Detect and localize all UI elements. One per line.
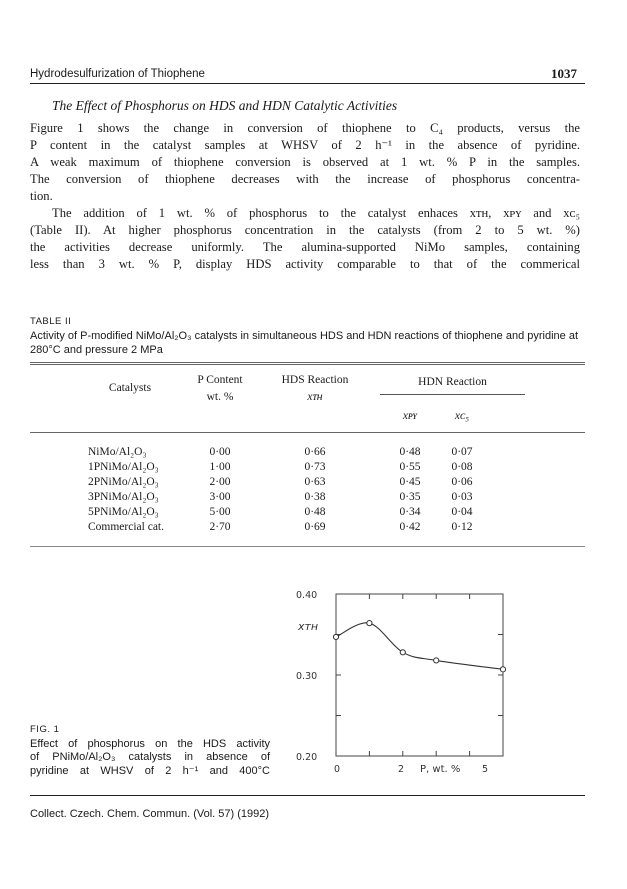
cell-xc5: 0·06 xyxy=(451,476,473,488)
cell-xc5: 0·07 xyxy=(451,446,473,458)
cell-xc5: 0·04 xyxy=(451,506,473,518)
axis-ticks xyxy=(336,594,503,756)
figure-label: FIG. 1 xyxy=(30,724,60,735)
data-point xyxy=(434,658,439,663)
cell-xpy: 0·55 xyxy=(399,461,421,473)
paragraph-line: tion. xyxy=(30,189,53,203)
cell-catalyst: Commercial cat. xyxy=(88,521,164,533)
paragraph-line: A weak maximum of thiophene conversion is observed at 1 wt. % P in the samples. xyxy=(30,155,580,169)
header-hds: HDS Reaction xyxy=(281,374,349,386)
footer-rule xyxy=(30,795,585,796)
cell-catalyst: 1PNiMo/Al₂O₃ xyxy=(88,461,159,473)
data-point xyxy=(400,650,405,655)
series-points xyxy=(333,621,505,672)
y-axis-label: xᴛʜ xyxy=(298,620,319,633)
cell-xth: 0·38 xyxy=(304,491,326,503)
x-tick-label: 2 xyxy=(398,764,405,775)
figure-caption-line: pyridine at WHSV of 2 h⁻¹ and 400°C xyxy=(30,764,270,777)
header-hdn-c5: xᴄ₅ xyxy=(454,410,470,422)
data-point xyxy=(500,667,505,672)
data-point xyxy=(367,621,372,626)
paragraph-line: less than 3 wt. % P, display HDS activity comparable to that of the commerical xyxy=(30,257,580,271)
table-top-rule-double xyxy=(30,364,585,365)
cell-p: 3·00 xyxy=(209,491,231,503)
cell-catalyst: 2PNiMo/Al₂O₃ xyxy=(88,476,159,488)
cell-xth: 0·69 xyxy=(304,521,326,533)
data-point xyxy=(333,634,338,639)
hdn-span-rule xyxy=(380,394,525,395)
cell-xc5: 0·03 xyxy=(451,491,473,503)
header-p-content: P Content xyxy=(197,374,243,386)
cell-xth: 0·63 xyxy=(304,476,326,488)
cell-p: 2·00 xyxy=(209,476,231,488)
y-tick-label: 0.20 xyxy=(296,752,318,763)
paragraph-line: The conversion of thiophene decreases with the increase of phosphorus concentra- xyxy=(30,172,580,186)
figure-1-chart xyxy=(290,580,520,780)
header-hds-var: xᴛʜ xyxy=(307,391,323,403)
cell-p: 2·70 xyxy=(209,521,231,533)
table-top-rule xyxy=(30,362,585,363)
y-tick-label: 0.40 xyxy=(296,590,318,601)
paragraph-line: The addition of 1 wt. % of phosphorus to the catalyst enhaces xᴛʜ, xᴘʏ and xᴄ₅ xyxy=(52,206,580,220)
journal-citation: Collect. Czech. Chem. Commun. (Vol. 57) (1992) xyxy=(30,808,270,820)
paragraph-line: P content in the catalyst samples at WHSV of 2 h⁻¹ in the absence of pyridine. xyxy=(30,138,580,152)
figure-caption-line: Effect of phosphorus on the HDS activity xyxy=(30,738,270,750)
y-tick-label: 0.30 xyxy=(296,671,318,682)
series-line xyxy=(336,623,503,669)
x-tick-label: 5 xyxy=(482,764,489,775)
running-title: Hydrodesulfurization of Thiophene xyxy=(30,68,205,80)
cell-p: 5·00 xyxy=(209,506,231,518)
cell-xpy: 0·48 xyxy=(399,446,421,458)
cell-catalyst: NiMo/Al₂O₃ xyxy=(88,446,147,458)
page-number: 1037 xyxy=(551,66,577,81)
cell-xc5: 0·12 xyxy=(451,521,473,533)
header-hdn: HDN Reaction xyxy=(418,376,487,388)
cell-catalyst: 3PNiMo/Al₂O₃ xyxy=(88,491,159,503)
cell-p: 1·00 xyxy=(209,461,231,473)
cell-xpy: 0·34 xyxy=(399,506,421,518)
x-axis-label: P, wt. % xyxy=(420,764,461,775)
header-p-content-unit: wt. % xyxy=(206,391,234,403)
table-caption: Activity of P-modified NiMo/Al₂O₃ catalysts in simultaneous HDS and HDN reactions of thiophene and pyridine at 280°C and pressure 2 MPa xyxy=(30,330,578,356)
cell-xpy: 0·42 xyxy=(399,521,421,533)
cell-p: 0·00 xyxy=(209,446,231,458)
cell-xpy: 0·35 xyxy=(399,491,421,503)
cell-xc5: 0·08 xyxy=(451,461,473,473)
header-hdn-py: xᴘʏ xyxy=(402,410,418,422)
figure-caption xyxy=(30,738,270,778)
paragraph-line: Figure 1 shows the change in conversion of thiophene to C₄ products, versus the xyxy=(30,121,580,135)
cell-catalyst: 5PNiMo/Al₂O₃ xyxy=(88,506,159,518)
plot-frame xyxy=(336,594,503,756)
cell-xth: 0·73 xyxy=(304,461,326,473)
table-header-rule xyxy=(30,432,585,433)
cell-xth: 0·48 xyxy=(304,506,326,518)
paragraph-2 xyxy=(30,205,580,273)
header-catalysts: Catalysts xyxy=(108,382,152,394)
paragraph-1 xyxy=(30,120,580,205)
section-title: The Effect of Phosphorus on HDS and HDN Catalytic Activities xyxy=(52,98,398,113)
table-bottom-rule xyxy=(30,546,585,547)
table-label: TABLE II xyxy=(30,316,72,327)
cell-xth: 0·66 xyxy=(304,446,326,458)
header-rule xyxy=(30,83,585,84)
paragraph-line: (Table II). At higher phosphorus concentration in the catalysts (from 2 to 5 wt. %) xyxy=(30,223,580,237)
x-tick-label: 0 xyxy=(334,764,341,775)
paragraph-line: the activities decrease uniformly. The alumina-supported NiMo samples, containing xyxy=(30,240,580,254)
figure-caption-line: of PNiMo/Al₂O₃ catalysts in absence of xyxy=(30,751,270,764)
cell-xpy: 0·45 xyxy=(399,476,421,488)
